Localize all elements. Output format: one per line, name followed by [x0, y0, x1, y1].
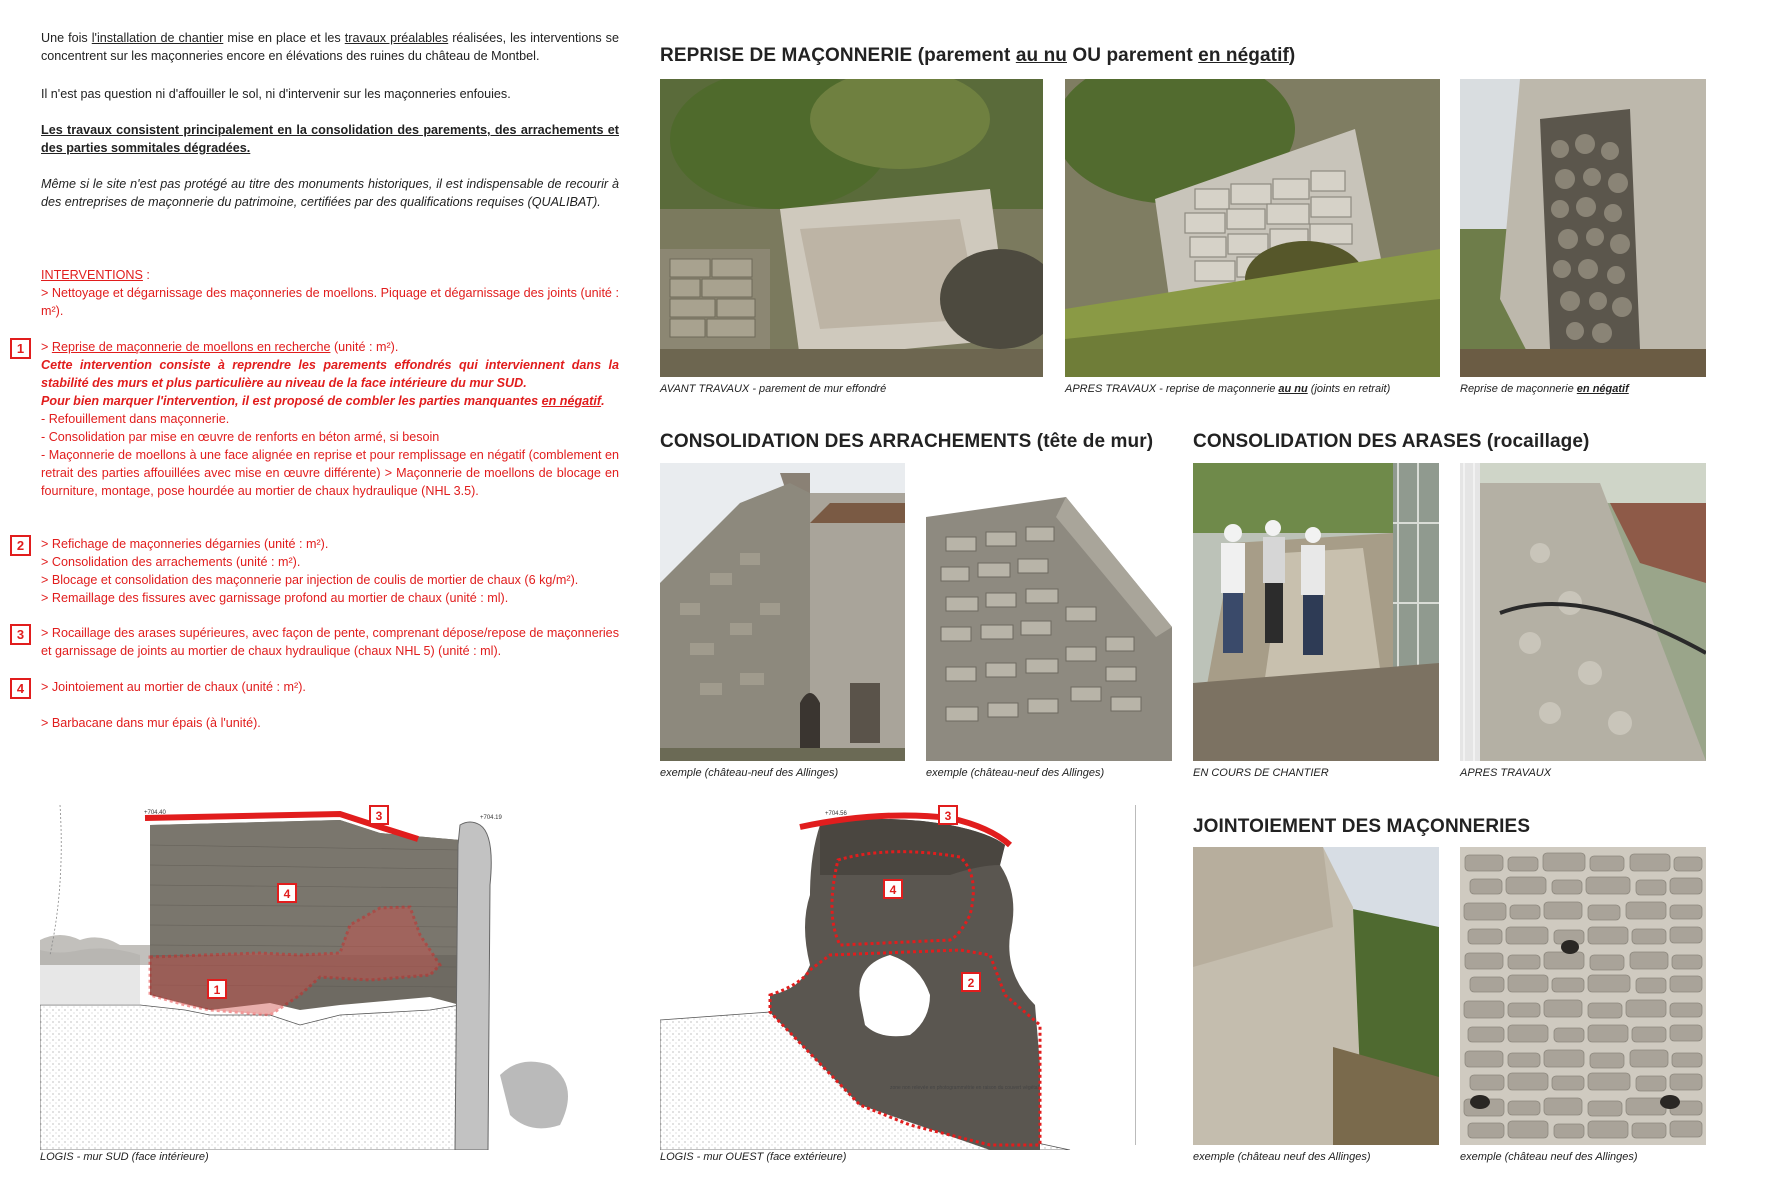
installation-link[interactable]: l'installation de chantier: [91, 31, 224, 45]
intervention-2: > Refichage de maçonneries dégarnies (unité : m²). > Consolidation des arrachements (unité : m²). > Blocage et consolidation des maçonnerie par injection de coulis de mortier de chaux (6 kg/m²). > Remaillage des fissures avec garnissage profond au mortier de chaux (unité : ml).: [41, 537, 579, 605]
reprise-link[interactable]: Reprise de maçonnerie de moellons en recherche: [51, 340, 331, 354]
caption-jointoiement-2: exemple (château neuf des Allinges): [1460, 1151, 1638, 1163]
jointoiement-heading: JOINTOIEMENT DES MAÇONNERIES: [1193, 816, 1531, 837]
caption-jointoiement-1: exemple (château neuf des Allinges): [1193, 1151, 1371, 1163]
badge-2: 2: [10, 535, 31, 556]
photo-avant-travaux: [660, 79, 1043, 377]
badge-4: 4: [10, 678, 31, 699]
caption-mur-ouest: LOGIS - mur OUEST (face extérieure): [660, 1151, 847, 1163]
sud-level-right: +704.19: [480, 815, 502, 821]
drawing-divider: [1135, 805, 1136, 1145]
interventions-title: INTERVENTIONS: [41, 268, 143, 282]
ground-paragraph: Il n'est pas question ni d'affouiller le sol, ni d'intervenir sur les maçonneries enfouies.: [41, 87, 511, 101]
reprise-heading: REPRISE DE MAÇONNERIE (parement au nu OU parement en négatif): [660, 45, 1296, 66]
intervention-4: > Jointoiement au mortier de chaux (unité : m²).: [41, 680, 306, 694]
arases-heading: CONSOLIDATION DES ARASES (rocaillage): [1193, 431, 1590, 452]
caption-arrachements-1: exemple (château-neuf des Allinges): [660, 767, 839, 779]
interventions-block: INTERVENTIONS : > Nettoyage et dégarnissage des maçonneries de moellons. Piquage et dégarnissage des joints (unité : m²).: [41, 268, 619, 318]
arrachements-heading: CONSOLIDATION DES ARRACHEMENTS (tête de mur): [660, 431, 1154, 452]
photo-jointoiement-1: [1193, 847, 1439, 1145]
sud-level-left: +704.40: [144, 810, 166, 816]
ouest-label-2: [962, 973, 980, 991]
qualibat-paragraph: Même si le site n'est pas protégé au titre des monuments historiques, il est indispensable de recourir à des entreprises de maçonnerie du patrimoine, certifiées par des qualifications requises (QUALIBAT).: [41, 177, 619, 209]
ouest-label-4: [884, 880, 902, 898]
intro-paragraph: Une fois l'installation de chantier mise en place et les travaux préalables réalisées, les interventions se concentrent sur les maçonneries encore en élévations des ruines du château de Montbel.: [41, 31, 619, 63]
ouest-label-3: [939, 806, 957, 824]
sud-label-4: [278, 884, 296, 902]
svg-text:4: 4: [283, 887, 291, 901]
caption-arrachements-2: exemple (château-neuf des Allinges): [926, 767, 1105, 779]
travaux-prealables-link[interactable]: travaux préalables: [344, 31, 449, 45]
intervention-0: > Nettoyage et dégarnissage des maçonneries de moellons. Piquage et dégarnissage des joints (unité : m²).: [41, 286, 619, 318]
intervention-3: > Rocaillage des arases supérieures, avec façon de pente, comprenant dépose/repose de maçonneries et garnissage de joints au mortier de chaux hydraulique (chaux NHL 5) (unité : ml).: [41, 626, 619, 658]
svg-text:1: 1: [213, 983, 221, 997]
caption-reprise-negatif: Reprise de maçonnerie en négatif: [1460, 383, 1629, 395]
svg-text:2: 2: [967, 976, 975, 990]
caption-mur-sud: LOGIS - mur SUD (face intérieure): [40, 1151, 209, 1163]
ouest-level: +704.56: [825, 811, 847, 817]
caption-arases-chantier: EN COURS DE CHANTIER: [1193, 767, 1329, 779]
sud-label-1: [208, 980, 226, 998]
photo-reprise-negatif: [1460, 79, 1706, 377]
caption-avant-travaux: AVANT TRAVAUX - parement de mur effondré: [660, 383, 887, 395]
photo-apres-travaux: [1065, 79, 1440, 377]
intervention-1: > Reprise de maçonnerie de moellons en recherche (unité : m²). Cette intervention consiste à reprendre les parements effondrés qui interviennent dans la stabilité des murs et plus particulière au niveau de la face intérieure du mur SUD. Pour bien marquer l'intervention, il est proposé de combler les parties manquantes en négatif. - Refouillement dans maçonnerie. - Consolidation par mise en œuvre de renforts en béton armé, si besoin - Maçonnerie de moellons à une face alignée en reprise et pour remplissage en négatif (comblement en retrait des parties affouillées avec mise en œuvre différente) > Maçonnerie de moellons de blocage en fourniture, montage, pose hourdée au mortier de chaux hydraulique (NHL 3.5).: [41, 340, 619, 498]
works-summary: Les travaux consistent principalement en la consolidation des parements, des arrachements et des parties sommitales dégradées.: [41, 123, 619, 155]
svg-text:3: 3: [375, 809, 383, 823]
caption-arases-apres: APRES TRAVAUX: [1460, 767, 1552, 779]
caption-apres-travaux: APRES TRAVAUX - reprise de maçonnerie au nu (joints en retrait): [1065, 383, 1391, 395]
photo-jointoiement-2: [1460, 847, 1706, 1145]
drawing-mur-ouest: [660, 805, 1130, 1150]
photo-arrachements-2: [926, 497, 1172, 761]
drawing-mur-sud: [40, 805, 630, 1150]
photo-arases-chantier: [1193, 463, 1439, 761]
ouest-note: zone non relevée en photogrammétrie en raison du couvert végétal: [890, 1085, 1039, 1091]
svg-text:3: 3: [944, 809, 952, 823]
badge-1: 1: [10, 338, 31, 359]
photo-arrachements-1: [660, 463, 905, 761]
photo-arases-apres: [1460, 463, 1706, 761]
badge-3: 3: [10, 624, 31, 645]
intervention-5: > Barbacane dans mur épais (à l'unité).: [41, 716, 261, 730]
svg-text:4: 4: [889, 883, 897, 897]
sud-label-3: [370, 806, 388, 824]
